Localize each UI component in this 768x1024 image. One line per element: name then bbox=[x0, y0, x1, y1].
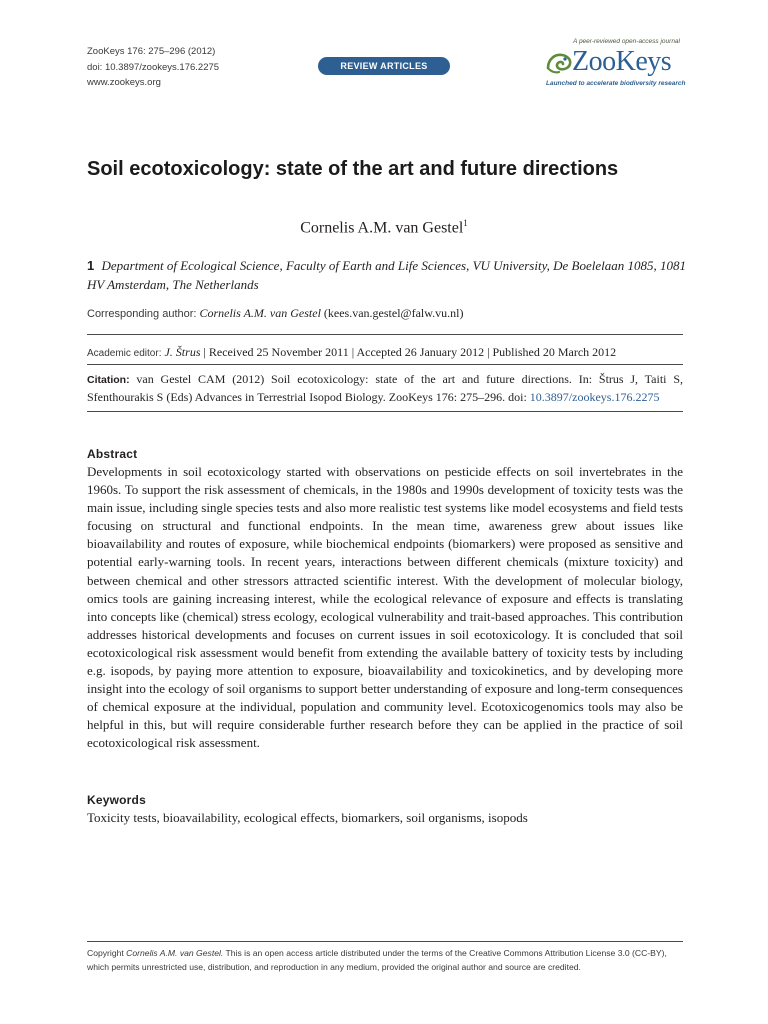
section-badge: REVIEW ARTICLES bbox=[318, 57, 450, 75]
corresponding-name: Cornelis A.M. van Gestel bbox=[199, 306, 321, 320]
journal-website-link[interactable]: www.zookeys.org bbox=[87, 77, 161, 88]
journal-meta bbox=[87, 44, 219, 91]
copyright-author: Cornelis A.M. van Gestel. bbox=[126, 948, 224, 958]
logo-tagline-top: A peer-reviewed open-access journal bbox=[573, 38, 680, 45]
abstract-heading: Abstract bbox=[87, 447, 138, 461]
article-title: Soil ecotoxicology: state of the art and future directions bbox=[87, 158, 619, 180]
divider-top bbox=[87, 334, 683, 335]
corresponding-email[interactable]: (kees.van.gestel@falw.vu.nl) bbox=[323, 306, 464, 320]
author-affiliation-mark: 1 bbox=[463, 218, 468, 228]
logo-tagline-bottom: Launched to accelerate biodiversity research bbox=[546, 80, 686, 87]
citation-label: Citation: bbox=[87, 374, 130, 386]
zookeys-logo bbox=[543, 38, 688, 92]
article-dates bbox=[87, 345, 687, 360]
journal-citation-line: ZooKeys 176: 275–296 (2012) bbox=[87, 46, 216, 57]
journal-doi-line[interactable]: doi: 10.3897/zookeys.176.2275 bbox=[87, 61, 220, 73]
corresponding-author bbox=[87, 306, 687, 321]
citation bbox=[87, 371, 683, 406]
dates-text: | Received 25 November 2011 | Accepted 26 January 2012 | Published 20 March 2012 bbox=[200, 345, 617, 359]
footer-divider bbox=[87, 941, 683, 942]
divider-bottom bbox=[87, 411, 683, 412]
abstract-body: Developments in soil ecotoxicology started with observations on pesticide effects on soil invertebrates in the 1960s. To support the risk assessment of chemicals, in the 1980s and 1990s development of toxicity tests was the main issue, including single species tests and also more realistic test systems like model ecosystems and field tests focusing on structural and functional endpoints. In the mean time, awareness grew about issues like bioavailability and routes of exposure, while biochemical endpoints (biomarkers) were proposed as sensitive and potential early-warning tools. In recent years, interactions between different chemicals (mixture toxicity) and between chemical and other stressors attracted scientific interest. With the development of molecular biology, omics tools are gaining increasing interest, while the ecological relevance of exposure and effects is translating into concepts like (chemical) stress ecology, ecological vulnerability and trait-based approaches. This contribution addresses historical developments and focuses on current issues in soil ecotoxicology. It is concluded that soil ecotoxicological risk assessment would benefit from extending the available battery of toxicity tests by including e.g. isopods, by paying more attention to exposure, bioavailability and toxicokinetics, and by developing more insight into the ecology of soil organisms to support better understanding of exposure and long-term consequences of chemical exposure at the individual, population and community level. Ecotoxicogenomics tools may also be helpful in this, but will require considerable further research before they can be applied in the practice of soil ecotoxicological risk assessment. bbox=[87, 464, 683, 751]
affiliation-number: 1 bbox=[87, 258, 95, 273]
logo-wordmark: ZooKeys bbox=[572, 46, 672, 77]
editor-label: Academic editor: bbox=[87, 348, 162, 359]
keywords-list: Toxicity tests, bioavailability, ecological effects, biomarkers, soil organisms, isopods bbox=[87, 810, 528, 825]
keywords-heading: Keywords bbox=[87, 793, 146, 807]
affiliation-text: Department of Ecological Science, Faculty of Earth and Life Sciences, VU University, De Boelelaan 1085, 1081 HV Amsterdam, The Netherlands bbox=[87, 258, 686, 292]
affiliation bbox=[87, 257, 687, 294]
divider-middle bbox=[87, 364, 683, 365]
citation-text: van Gestel CAM (2012) Soil ecotoxicology: state of the art and future directions. In: Štrus J, Taiti S, Sfenthourakis S (Eds) Advances in Terrestrial Isopod Biology. ZooKeys 176: 275–296. doi: bbox=[87, 372, 683, 404]
citation-doi-link[interactable]: 10.3897/zookeys.176.2275 bbox=[529, 390, 660, 404]
author-name: Cornelis A.M. van Gestel bbox=[300, 219, 464, 237]
copyright-text: This is an open access article distributed under the terms of the Creative Commons Attribution License 3.0 (CC-BY), which permits unrestricted use, distribution, and reproduction in any medium, provided the original author and source are credited. bbox=[87, 948, 667, 972]
copyright-prefix: Copyright bbox=[87, 948, 124, 958]
author-line bbox=[0, 218, 768, 237]
editor-name: J. Štrus bbox=[164, 345, 201, 359]
corresponding-label: Corresponding author: bbox=[87, 308, 197, 320]
chameleon-icon bbox=[545, 50, 573, 76]
copyright-notice bbox=[87, 946, 687, 974]
